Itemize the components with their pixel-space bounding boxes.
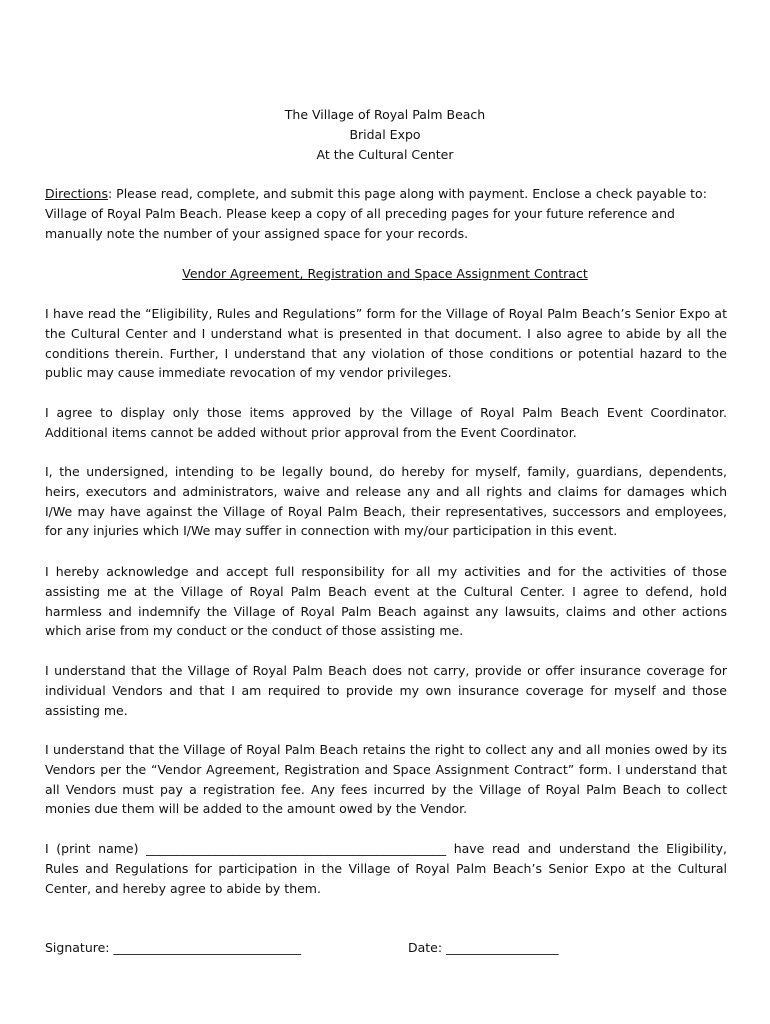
signature-row — [45, 938, 727, 958]
paragraph-responsibility: I hereby acknowledge and accept full responsibility for all my activities and for the activities of those assisting me at the Village of Royal Palm Beach event at the Cultural Center. I agree to defend, hold harmless and indemnify the Village of Royal Palm Beach against any lawsuits, claims and other actions which arise from my conduct or the conduct of those assisting me. — [45, 564, 727, 639]
paragraph-approved-items: I agree to display only those items approved by the Village of Royal Palm Beach Event Coordinator. Additional items cannot be added without prior approval from the Event Coordinator. — [45, 405, 727, 440]
document-header — [0, 105, 770, 165]
header-village-name: The Village of Royal Palm Beach — [284, 107, 486, 122]
signature-field[interactable]: Signature: ______________________________ — [45, 940, 301, 955]
header-event-name: Bridal Expo — [349, 127, 421, 142]
date-field[interactable]: Date: __________________ — [408, 940, 559, 955]
paragraph-eligibility: I have read the “Eligibility, Rules and Regulations” form for the Village of Royal Palm Beach’s Senior Expo at the Cultural Center and I understand what is presented in that document. I also agree to abide by all the conditions therein. Further, I understand that any violation of those conditions or potential hazard to the public may cause immediate revocation of my vendor privileges. — [45, 306, 727, 381]
header-venue: At the Cultural Center — [316, 147, 454, 162]
contract-title: Vendor Agreement, Registration and Space Assignment Contract — [182, 266, 588, 281]
paragraph-monies-owed: I understand that the Village of Royal Palm Beach retains the right to collect any and all monies owed by its Vendors per the “Vendor Agreement, Registration and Space Assignment Contract” form. I understand that all Vendors must pay a registration fee. Any fees incurred by the Village of Royal Palm Beach to collect monies due them will be added to the amount owed by the Vendor. — [45, 742, 727, 817]
paragraph-waiver: I, the undersigned, intending to be legally bound, do hereby for myself, family, guardians, dependents, heirs, executors and administrators, waive and release any and all rights and claims for damages which I/We may have against the Village of Royal Palm Beach, their representatives, successors and employees, for any injuries which I/We may suffer in connection with my/our participation in this event. — [45, 464, 727, 539]
paragraph-print-name: I (print name) ________________________________________________ have read and understand the Eligibility, Rules and Regulations for participation in the Village of Royal Palm Beach’s Senior Expo at the Cultural Center, and hereby agree to abide by them. — [45, 841, 727, 896]
directions-label: Directions — [45, 186, 108, 201]
directions-text: : Please read, complete, and submit this page along with payment. Enclose a check payable to: Village of Royal Palm Beach. Please keep a copy of all preceding pages for your future reference and manually note the number of your assigned space for your records. — [45, 186, 707, 241]
paragraph-insurance: I understand that the Village of Royal Palm Beach does not carry, provide or offer insurance coverage for individual Vendors and that I am required to provide my own insurance coverage for myself and those assisting me. — [45, 663, 727, 718]
directions-paragraph — [45, 184, 727, 244]
